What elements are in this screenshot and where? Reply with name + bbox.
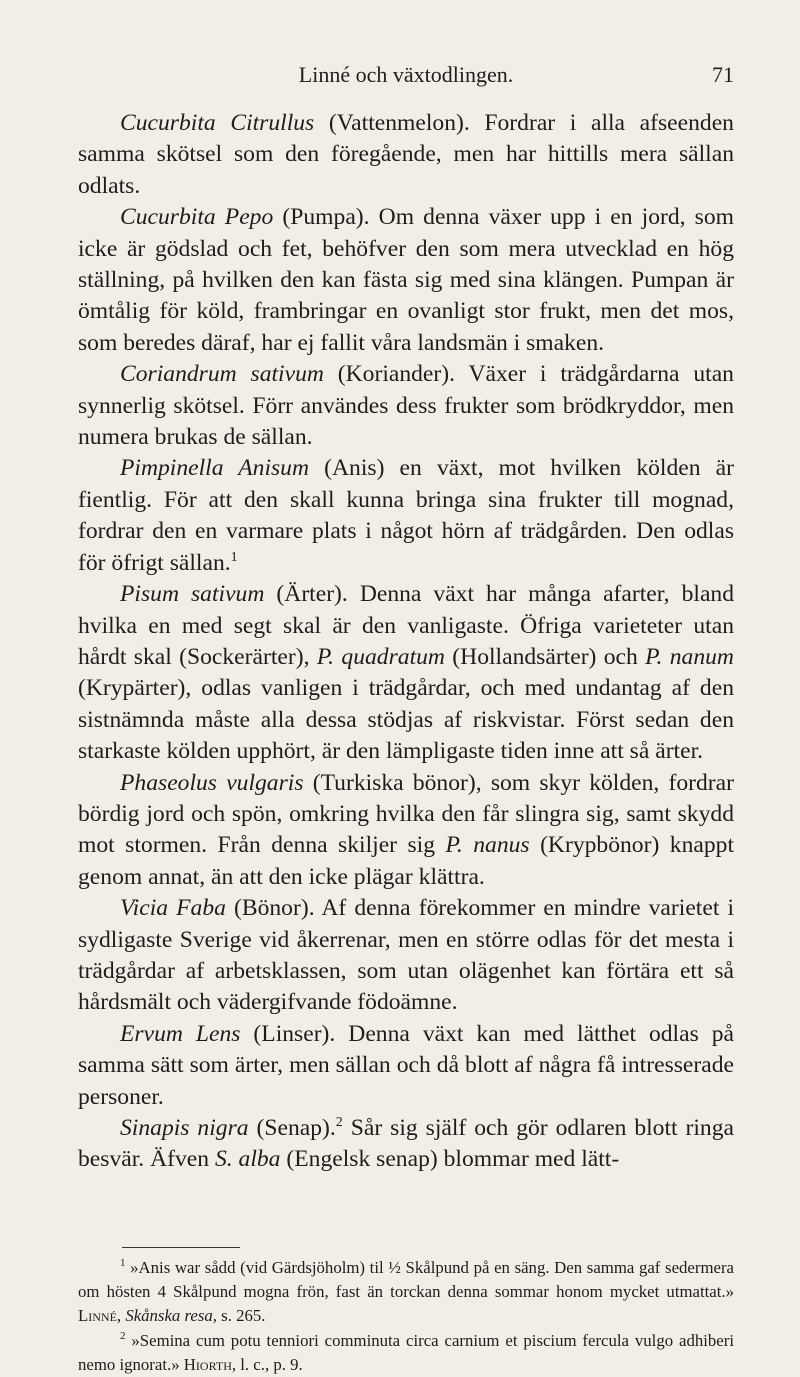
species-name: Coriandrum sativum bbox=[120, 361, 324, 388]
running-title: Linné och växtodlingen. bbox=[298, 62, 514, 87]
page-number: 71 bbox=[712, 62, 734, 87]
paragraph-text: (Engelsk senap) blommar med lätt- bbox=[280, 1146, 620, 1173]
footnote-author: Hiorth bbox=[183, 1354, 232, 1374]
species-name: Pimpinella Anisum bbox=[120, 455, 310, 482]
footnote-author: Linné bbox=[78, 1306, 117, 1326]
paragraph-phaseolus bbox=[78, 768, 734, 894]
footnote-divider bbox=[122, 1247, 240, 1248]
paragraph-text: (Bönor). Af denna förekommer en mindre varietet i sydligaste Sverige vid åkerrenar, men en större odlas för det mesta i trädgårdar af arbetsklassen, som utan olägenhet kan förtära ett så hårdsmält och vädergifvande födoämne. bbox=[78, 895, 734, 1016]
footnote-1: $^1$ »Anis war sådd (vid Gärdsjöholm) til ½ Skålpund på en säng. Den samma gaf sedermera om hösten 4 Skålpund mogna frön, fast än torckan denna sommar honom mycket utmattat.» Linné, Skånska resa, s. 265. bbox=[78, 1257, 734, 1326]
paragraph-text: (Koriander). Växer i trädgårdarna utan synnerlig skötsel. Förr användes dess frukter som brödkryddor, men numera brukas de sällan. bbox=[78, 361, 734, 451]
species-name: Pisum sativum bbox=[120, 581, 265, 608]
paragraph-text: (Krypbönor) knappt genom annat, än att den icke plägar klättra. bbox=[78, 832, 735, 890]
paragraph-text: (Krypärter), odlas vanligen i trädgårdar, och med undantag af den sistnämnda måste alla dessa stödjas af riskvistar. Först sedan den starkaste kölden upphört, är den lämpligaste tiden inne att så ärter. bbox=[78, 675, 734, 765]
paragraph-coriandrum bbox=[78, 359, 734, 453]
paragraph-text: (Anis) en växt, mot hvilken kölden är fientlig. För att den skall kunna bringa sina frukter till mognad, fordrar den en varmare plats i något hörn af trädgården. Den odlas för öfrigt sällan. bbox=[78, 455, 734, 576]
paragraph-text: (Vattenmelon). Fordrar i alla afseenden samma skötsel som den föregående, men har hittills mera sällan odlats. bbox=[78, 110, 734, 199]
species-name: Cucurbita Citrullus bbox=[120, 110, 315, 136]
paragraph-text: (Linser). Denna växt kan med lätthet odlas på samma sätt som ärter, men sällan och då blott af några få intresserade personer. bbox=[78, 1020, 734, 1110]
footnote-ref-text: , s. 265. bbox=[212, 1306, 266, 1326]
paragraph-ervum bbox=[78, 1019, 734, 1113]
running-header bbox=[78, 62, 734, 92]
footnote-ref-text: , l. c., p. 9. bbox=[231, 1354, 303, 1374]
species-name: S. alba bbox=[214, 1146, 281, 1173]
footnote-mark: 1 bbox=[120, 1257, 126, 1269]
paragraph-text: (Turkiska bönor), som skyr kölden, fordrar bördig jord och spön, omkring hvilka den får slingra sig, samt skydd mot stormen. Från denna skiljer sig bbox=[78, 769, 734, 859]
paragraph-pisum bbox=[78, 579, 734, 767]
paragraph-sinapis bbox=[78, 1113, 734, 1176]
paragraph-pimpinella bbox=[78, 453, 734, 579]
species-name: Phaseolus vulgaris bbox=[120, 769, 304, 796]
paragraph-cucurbita-citrullus bbox=[78, 108, 734, 202]
paragraph-text: (Hollandsärter) och bbox=[444, 643, 646, 670]
paragraph-vicia bbox=[78, 893, 734, 1019]
paragraph-text: (Ärter). Denna växt har många afarter, bland hvilka en med segt skal är den vanligaste. Öfriga varieteter utan hårdt skal (Sockerärter), bbox=[78, 581, 735, 670]
species-name: P. quadratum bbox=[316, 643, 445, 670]
footnote-2 bbox=[78, 1329, 734, 1377]
paragraph-text: Sår sig själf och gör odlaren blott ringa besvär. Äfven bbox=[78, 1115, 735, 1173]
footnote-mark: 2 bbox=[120, 1329, 126, 1342]
paragraph-cucurbita-pepo bbox=[78, 202, 734, 359]
species-name: Vicia Faba bbox=[120, 895, 226, 922]
footnote-work: Skånska resa bbox=[125, 1306, 213, 1326]
footnotes bbox=[78, 1256, 734, 1377]
footnote-ref[interactable]: 2 bbox=[335, 1115, 343, 1130]
paragraph-text: (Senap). bbox=[248, 1115, 336, 1141]
species-name: Ervum Lens bbox=[120, 1020, 241, 1047]
paragraph-text: (Pumpa). Om denna växer upp i en jord, som icke är gödslad och fet, behöfver den som mera utvecklad en hög ställning, på hvilken den kan fästa sig med sina klängen. Pumpan är ömtålig för köld, frambringar en ovanligt stor frukt, men det mos, som beredes däraf, har ej fallit våra landsmän i smaken. bbox=[78, 204, 734, 356]
footnote-ref[interactable]: 1 bbox=[230, 549, 238, 565]
species-name: P. nanus bbox=[445, 832, 530, 859]
species-name: Cucurbita Pepo bbox=[120, 204, 274, 231]
body-text bbox=[78, 108, 734, 1176]
species-name: P. nanum bbox=[645, 643, 734, 670]
footnote-text: »Anis war sådd (vid Gärdsjöholm) til ½ Skålpund på en säng. Den samma gaf sedermera om hösten 4 Skålpund mogna frön, fast än torckan denna sommar honom mycket utmattat.» bbox=[78, 1258, 734, 1302]
footnote-text: »Semina cum potu tenniori comminuta circa carnium et piscium fercula vulgo adhiberi nemo ignorat.» bbox=[78, 1330, 734, 1374]
species-name: Sinapis nigra bbox=[120, 1115, 249, 1141]
